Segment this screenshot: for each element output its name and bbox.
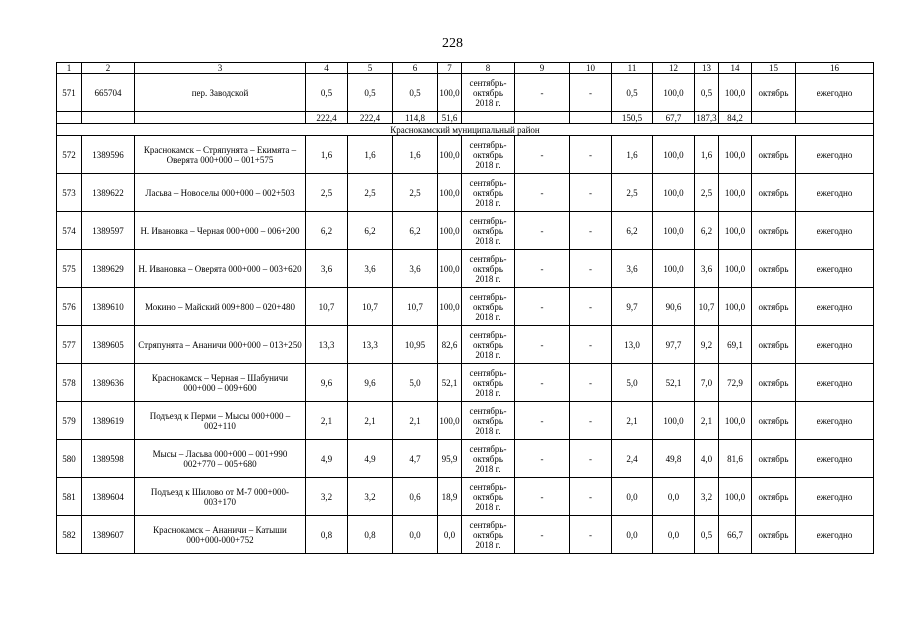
cell-no: 579: [57, 402, 82, 440]
period-line: сентябрь-: [469, 291, 507, 302]
period-line: 2018 г.: [475, 463, 501, 474]
period-line: октябрь: [473, 453, 503, 464]
cell-c10: -: [570, 74, 612, 112]
cell-c15: октябрь: [752, 402, 796, 440]
subtotal-cell-16: [796, 112, 874, 124]
cell-c11: 0,0: [612, 478, 653, 516]
cell-c11: 9,7: [612, 288, 653, 326]
period-cell: [462, 212, 515, 250]
period-line: сентябрь-: [469, 367, 507, 378]
cell-c15: октябрь: [752, 136, 796, 174]
cell-c7: 100,0: [438, 402, 462, 440]
period-line: сентябрь-: [469, 405, 507, 416]
cell-c9: -: [515, 288, 570, 326]
cell-c7: 100,0: [438, 250, 462, 288]
cell-c9: -: [515, 250, 570, 288]
cell-c16: ежегодно: [796, 288, 874, 326]
cell-c11: 6,2: [612, 212, 653, 250]
road-table: [56, 62, 874, 554]
cell-code: 1389597: [82, 212, 135, 250]
header-cell-11: 11: [612, 63, 653, 74]
subtotal-cell-2: [82, 112, 135, 124]
table-row: [57, 288, 874, 326]
subtotal-cell-10: [570, 112, 612, 124]
period-cell: [462, 74, 515, 112]
table-row: [57, 326, 874, 364]
cell-c6: 0,5: [393, 74, 438, 112]
table-row: [57, 440, 874, 478]
cell-c12: 52,1: [653, 364, 695, 402]
cell-c10: -: [570, 174, 612, 212]
table-row: [57, 74, 874, 112]
period-line: 2018 г.: [475, 425, 501, 436]
period-line: сентябрь-: [469, 443, 507, 454]
subtotal-cell-5: 222,4: [348, 112, 393, 124]
cell-code: 1389598: [82, 440, 135, 478]
cell-c13: 7,0: [695, 364, 719, 402]
cell-code: 1389605: [82, 326, 135, 364]
period-line: 2018 г.: [475, 539, 501, 550]
period-line: 2018 г.: [475, 197, 501, 208]
cell-c16: ежегодно: [796, 402, 874, 440]
cell-c4: 9,6: [306, 364, 348, 402]
cell-c13: 10,7: [695, 288, 719, 326]
header-cell-3: 3: [135, 63, 306, 74]
cell-c7: 100,0: [438, 174, 462, 212]
cell-code: 1389596: [82, 136, 135, 174]
cell-c15: октябрь: [752, 326, 796, 364]
period-cell: [462, 288, 515, 326]
table-row: [57, 516, 874, 554]
cell-c11: 0,0: [612, 516, 653, 554]
cell-c5: 3,6: [348, 250, 393, 288]
period-line: октябрь: [473, 263, 503, 274]
subtotal-cell-4: 222,4: [306, 112, 348, 124]
cell-c10: -: [570, 402, 612, 440]
cell-no: 574: [57, 212, 82, 250]
cell-c16: ежегодно: [796, 250, 874, 288]
cell-code: 1389610: [82, 288, 135, 326]
cell-name: Краснокамск – Черная – Шабуничи 000+000 – 009+600: [135, 364, 306, 402]
cell-c6: 2,1: [393, 402, 438, 440]
cell-c7: 18,9: [438, 478, 462, 516]
cell-name: Н. Ивановка – Оверята 000+000 – 003+620: [135, 250, 306, 288]
subtotal-cell-14: 84,2: [719, 112, 752, 124]
period-cell: [462, 440, 515, 478]
cell-name: Н. Ивановка – Черная 000+000 – 006+200: [135, 212, 306, 250]
cell-c12: 49,8: [653, 440, 695, 478]
cell-c5: 0,5: [348, 74, 393, 112]
header-cell-5: 5: [348, 63, 393, 74]
cell-c14: 100,0: [719, 212, 752, 250]
period-line: сентябрь-: [469, 519, 507, 530]
cell-name: Мокино – Майский 009+800 – 020+480: [135, 288, 306, 326]
cell-c16: ежегодно: [796, 136, 874, 174]
cell-c6: 5,0: [393, 364, 438, 402]
cell-c4: 6,2: [306, 212, 348, 250]
table-row: [57, 402, 874, 440]
cell-c5: 1,6: [348, 136, 393, 174]
period-line: сентябрь-: [469, 139, 507, 150]
period-line: октябрь: [473, 415, 503, 426]
cell-code: 1389622: [82, 174, 135, 212]
cell-c6: 10,95: [393, 326, 438, 364]
cell-c6: 3,6: [393, 250, 438, 288]
region-title: Краснокамский муниципальный район: [57, 124, 874, 136]
cell-c12: 97,7: [653, 326, 695, 364]
cell-c10: -: [570, 250, 612, 288]
cell-c14: 81,6: [719, 440, 752, 478]
cell-code: 1389636: [82, 364, 135, 402]
region-row: [57, 124, 874, 136]
cell-name: Краснокамск – Ананичи – Катыши 000+000-000+752: [135, 516, 306, 554]
period-cell: [462, 174, 515, 212]
period-cell: [462, 364, 515, 402]
table-row: [57, 478, 874, 516]
cell-c5: 3,2: [348, 478, 393, 516]
cell-c10: -: [570, 136, 612, 174]
cell-c4: 2,5: [306, 174, 348, 212]
period-line: 2018 г.: [475, 273, 501, 284]
table-row: [57, 364, 874, 402]
cell-c7: 100,0: [438, 74, 462, 112]
cell-c6: 10,7: [393, 288, 438, 326]
cell-c13: 3,2: [695, 478, 719, 516]
header-cell-1: 1: [57, 63, 82, 74]
period-line: 2018 г.: [475, 311, 501, 322]
period-line: октябрь: [473, 187, 503, 198]
period-line: октябрь: [473, 149, 503, 160]
cell-c13: 3,6: [695, 250, 719, 288]
cell-name: Подъезд к Шилово от М-7 000+000- 003+170: [135, 478, 306, 516]
cell-c13: 1,6: [695, 136, 719, 174]
subtotal-cell-13: 187,3: [696, 112, 717, 123]
subtotal-cell-12: 67,7: [653, 112, 695, 124]
period-line: сентябрь-: [469, 215, 507, 226]
header-cell-9: 9: [515, 63, 570, 74]
table-row: [57, 212, 874, 250]
cell-c13: 2,1: [695, 402, 719, 440]
cell-no: 577: [57, 326, 82, 364]
subtotal-cell-15: [752, 112, 796, 124]
cell-c4: 0,5: [306, 74, 348, 112]
cell-name: Стряпунята – Ананичи 000+000 – 013+250: [135, 326, 306, 364]
cell-c4: 3,6: [306, 250, 348, 288]
subtotal-row: [57, 112, 874, 124]
period-line: 2018 г.: [475, 501, 501, 512]
cell-c12: 100,0: [653, 402, 695, 440]
period-cell: [462, 250, 515, 288]
cell-c4: 0,8: [306, 516, 348, 554]
subtotal-cell-11: 150,5: [612, 112, 653, 124]
cell-c4: 2,1: [306, 402, 348, 440]
cell-no: 575: [57, 250, 82, 288]
period-line: октябрь: [473, 301, 503, 312]
header-row: [57, 63, 874, 74]
period-line: сентябрь-: [469, 481, 507, 492]
period-line: октябрь: [473, 529, 503, 540]
cell-c10: -: [570, 212, 612, 250]
cell-c4: 4,9: [306, 440, 348, 478]
cell-c14: 66,7: [719, 516, 752, 554]
cell-c15: октябрь: [752, 478, 796, 516]
cell-c4: 13,3: [306, 326, 348, 364]
cell-c7: 100,0: [438, 212, 462, 250]
cell-c7: 100,0: [438, 136, 462, 174]
subtotal-cell-3: [135, 112, 306, 124]
cell-c16: ежегодно: [796, 74, 874, 112]
header-cell-16: 16: [796, 63, 874, 74]
cell-c14: 69,1: [719, 326, 752, 364]
header-cell-10: 10: [570, 63, 612, 74]
cell-c13: 0,5: [695, 74, 719, 112]
table-row: [57, 174, 874, 212]
period-line: сентябрь-: [469, 253, 507, 264]
cell-c6: 2,5: [393, 174, 438, 212]
cell-name: Ласьва – Новоселы 000+000 – 002+503: [135, 174, 306, 212]
header-cell-4: 4: [306, 63, 348, 74]
cell-c9: -: [515, 516, 570, 554]
cell-c14: 100,0: [719, 402, 752, 440]
subtotal-cell-9: [515, 112, 570, 124]
cell-c6: 6,2: [393, 212, 438, 250]
cell-c14: 72,9: [719, 364, 752, 402]
cell-c5: 0,8: [348, 516, 393, 554]
cell-c7: 100,0: [438, 288, 462, 326]
cell-c9: -: [515, 440, 570, 478]
cell-c12: 100,0: [653, 250, 695, 288]
cell-c15: октябрь: [752, 440, 796, 478]
cell-c6: 1,6: [393, 136, 438, 174]
period-line: 2018 г.: [475, 387, 501, 398]
cell-c15: октябрь: [752, 212, 796, 250]
cell-no: 582: [57, 516, 82, 554]
cell-c12: 90,6: [653, 288, 695, 326]
cell-c11: 1,6: [612, 136, 653, 174]
header-cell-14: 14: [719, 63, 752, 74]
cell-c16: ежегодно: [796, 326, 874, 364]
period-cell: [462, 516, 515, 554]
cell-c14: 100,0: [719, 288, 752, 326]
cell-c11: 13,0: [612, 326, 653, 364]
cell-c12: 100,0: [653, 74, 695, 112]
cell-c10: -: [570, 326, 612, 364]
period-line: октябрь: [473, 87, 503, 98]
period-line: октябрь: [473, 339, 503, 350]
cell-c12: 0,0: [653, 516, 695, 554]
cell-c14: 100,0: [719, 174, 752, 212]
cell-name: пер. Заводской: [135, 74, 306, 112]
cell-c15: октябрь: [752, 364, 796, 402]
cell-c14: 100,0: [719, 136, 752, 174]
period-line: октябрь: [473, 377, 503, 388]
cell-c16: ежегодно: [796, 174, 874, 212]
cell-c7: 0,0: [438, 516, 462, 554]
period-line: 2018 г.: [475, 97, 501, 108]
header-cell-15: 15: [752, 63, 796, 74]
header-cell-7: 7: [438, 63, 462, 74]
cell-c11: 2,1: [612, 402, 653, 440]
subtotal-cell-7: 51,6: [438, 112, 462, 124]
subtotal-cell-8: [462, 112, 515, 124]
cell-no: 578: [57, 364, 82, 402]
cell-c16: ежегодно: [796, 440, 874, 478]
period-line: сентябрь-: [469, 177, 507, 188]
cell-name: Краснокамск – Стряпунята – Екимята – Оверята 000+000 – 001+575: [135, 136, 306, 174]
cell-c6: 0,0: [393, 516, 438, 554]
cell-c16: ежегодно: [796, 212, 874, 250]
header-cell-6: 6: [393, 63, 438, 74]
cell-c12: 0,0: [653, 478, 695, 516]
cell-c15: октябрь: [752, 74, 796, 112]
cell-c9: -: [515, 136, 570, 174]
cell-c11: 0,5: [612, 74, 653, 112]
cell-c12: 100,0: [653, 174, 695, 212]
cell-c12: 100,0: [653, 136, 695, 174]
cell-code: 1389607: [82, 516, 135, 554]
period-cell: [462, 478, 515, 516]
cell-c10: -: [570, 440, 612, 478]
period-line: 2018 г.: [475, 159, 501, 170]
header-cell-12: 12: [653, 63, 695, 74]
cell-c4: 10,7: [306, 288, 348, 326]
cell-c13: 0,5: [695, 516, 719, 554]
cell-c12: 100,0: [653, 212, 695, 250]
cell-c9: -: [515, 174, 570, 212]
cell-c10: -: [570, 364, 612, 402]
cell-code: 665704: [82, 74, 135, 112]
period-line: октябрь: [473, 225, 503, 236]
cell-c5: 9,6: [348, 364, 393, 402]
cell-code: 1389629: [82, 250, 135, 288]
cell-code: 1389619: [82, 402, 135, 440]
cell-c6: 4,7: [393, 440, 438, 478]
cell-code: 1389604: [82, 478, 135, 516]
period-line: сентябрь-: [469, 77, 507, 88]
cell-c11: 2,4: [612, 440, 653, 478]
period-line: 2018 г.: [475, 235, 501, 246]
cell-c13: 9,2: [695, 326, 719, 364]
subtotal-cell-1: [57, 112, 82, 124]
cell-c11: 3,6: [612, 250, 653, 288]
period-line: сентябрь-: [469, 329, 507, 340]
cell-c10: -: [570, 478, 612, 516]
cell-c9: -: [515, 212, 570, 250]
cell-no: 573: [57, 174, 82, 212]
cell-c11: 5,0: [612, 364, 653, 402]
cell-c5: 2,1: [348, 402, 393, 440]
table-row: [57, 136, 874, 174]
cell-c10: -: [570, 288, 612, 326]
cell-c11: 2,5: [612, 174, 653, 212]
cell-no: 580: [57, 440, 82, 478]
cell-c6: 0,6: [393, 478, 438, 516]
cell-c15: октябрь: [752, 174, 796, 212]
cell-c9: -: [515, 74, 570, 112]
cell-c4: 3,2: [306, 478, 348, 516]
period-line: 2018 г.: [475, 349, 501, 360]
cell-c13: 6,2: [695, 212, 719, 250]
cell-c15: октябрь: [752, 288, 796, 326]
cell-c4: 1,6: [306, 136, 348, 174]
cell-c15: октябрь: [752, 250, 796, 288]
cell-no: 571: [57, 74, 82, 112]
cell-c16: ежегодно: [796, 516, 874, 554]
subtotal-cell-6: 114,8: [393, 112, 438, 124]
page-number: 228: [442, 36, 463, 51]
cell-c16: ежегодно: [796, 364, 874, 402]
cell-no: 576: [57, 288, 82, 326]
cell-c7: 52,1: [438, 364, 462, 402]
cell-c16: ежегодно: [796, 478, 874, 516]
cell-c7: 95,9: [438, 440, 462, 478]
cell-c5: 4,9: [348, 440, 393, 478]
cell-c9: -: [515, 402, 570, 440]
cell-c5: 6,2: [348, 212, 393, 250]
cell-c5: 10,7: [348, 288, 393, 326]
period-line: октябрь: [473, 491, 503, 502]
cell-c13: 4,0: [695, 440, 719, 478]
period-cell: [462, 136, 515, 174]
cell-c10: -: [570, 516, 612, 554]
period-cell: [462, 326, 515, 364]
cell-name: Подъезд к Перми – Мысы 000+000 – 002+110: [135, 402, 306, 440]
table-row: [57, 250, 874, 288]
cell-c14: 100,0: [719, 478, 752, 516]
cell-c9: -: [515, 478, 570, 516]
period-cell: [462, 402, 515, 440]
cell-c9: -: [515, 364, 570, 402]
header-cell-2: 2: [82, 63, 135, 74]
cell-c9: -: [515, 326, 570, 364]
cell-c7: 82,6: [438, 326, 462, 364]
cell-c5: 2,5: [348, 174, 393, 212]
cell-c14: 100,0: [719, 250, 752, 288]
cell-no: 581: [57, 478, 82, 516]
cell-c5: 13,3: [348, 326, 393, 364]
header-cell-13: 13: [695, 63, 719, 74]
cell-name: Мысы – Ласьва 000+000 – 001+990 002+770 – 005+680: [135, 440, 306, 478]
cell-no: 572: [57, 136, 82, 174]
header-cell-8: 8: [462, 63, 515, 74]
cell-c14: 100,0: [719, 74, 752, 112]
cell-c15: октябрь: [752, 516, 796, 554]
cell-c13: 2,5: [695, 174, 719, 212]
